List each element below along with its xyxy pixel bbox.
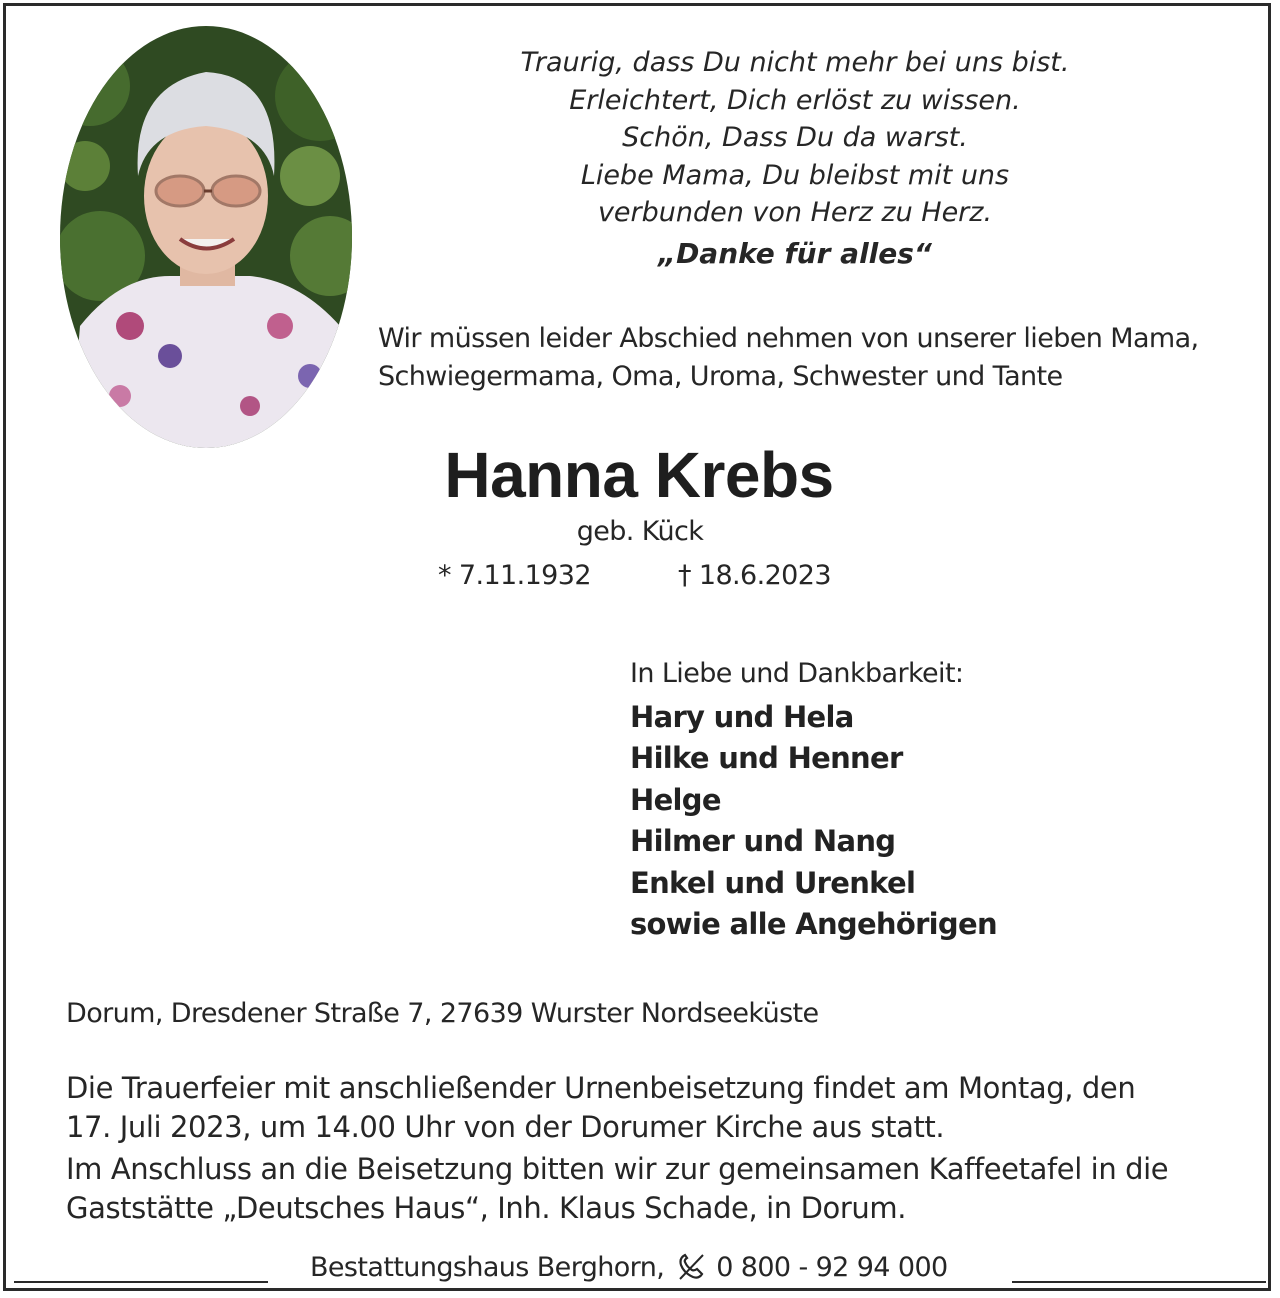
- intro-text: [378, 320, 1258, 396]
- intro-line: Wir müssen leider Abschied nehmen von unserer lieben Mama,: [378, 323, 1199, 354]
- phone-icon: [676, 1252, 706, 1280]
- mourners-list: [630, 697, 997, 945]
- intro-line: Schwiegermama, Oma, Uroma, Schwester und Tante: [378, 361, 1063, 392]
- phone-number: 0 800 - 92 94 000: [716, 1252, 948, 1283]
- service-line: 17. Juli 2023, um 14.00 Uhr von der Dorumer Kirche aus statt.: [66, 1109, 945, 1144]
- service-line: Die Trauerfeier mit anschließender Urnenbeisetzung findet am Montag, den: [66, 1071, 1136, 1105]
- service-info: [66, 1069, 1246, 1227]
- mourner: sowie alle Angehörigen: [630, 907, 997, 942]
- mourner: Helge: [630, 782, 721, 817]
- mourner: Enkel und Urenkel: [630, 865, 916, 900]
- poem-line: verbunden von Herz zu Herz.: [597, 197, 993, 229]
- poem-line: Erleichtert, Dich erlöst zu wissen.: [569, 84, 1021, 116]
- poem-line: Schön, Dass Du da warst.: [622, 122, 968, 154]
- service-line: Gaststätte „Deutsches Haus“, Inh. Klaus Schade, in Dorum.: [66, 1190, 907, 1225]
- family-address: Dorum, Dresdener Straße 7, 27639 Wurster Nordseeküste: [66, 998, 819, 1029]
- signoff: In Liebe und Dankbarkeit:: [630, 658, 964, 689]
- poem: [372, 44, 1218, 273]
- portrait-photo: [60, 26, 352, 448]
- service-line: Im Anschluss an die Beisetzung bitten wir zur gemeinsamen Kaffeetafel in die: [66, 1152, 1169, 1186]
- mourner: Hilke und Henner: [630, 741, 903, 776]
- poem-line: Traurig, dass Du nicht mehr bei uns bist.: [520, 47, 1070, 78]
- poem-line: Liebe Mama, Du bleibst mit uns: [580, 159, 1010, 191]
- death-date: † 18.6.2023: [678, 560, 831, 591]
- funeral-home-name: Bestattungshaus Berghorn,: [310, 1252, 665, 1283]
- mourner: Hilmer und Nang: [630, 824, 896, 859]
- birth-date: * 7.11.1932: [438, 560, 591, 591]
- deceased-name: Hanna Krebs: [444, 439, 834, 511]
- maiden-name: geb. Kück: [576, 516, 704, 547]
- mourner: Hary und Hela: [630, 700, 854, 734]
- footer: [310, 1252, 948, 1283]
- footer-rule: [14, 1281, 268, 1283]
- poem-thanks: „Danke für alles“: [658, 236, 932, 270]
- footer-rule: [1012, 1281, 1266, 1283]
